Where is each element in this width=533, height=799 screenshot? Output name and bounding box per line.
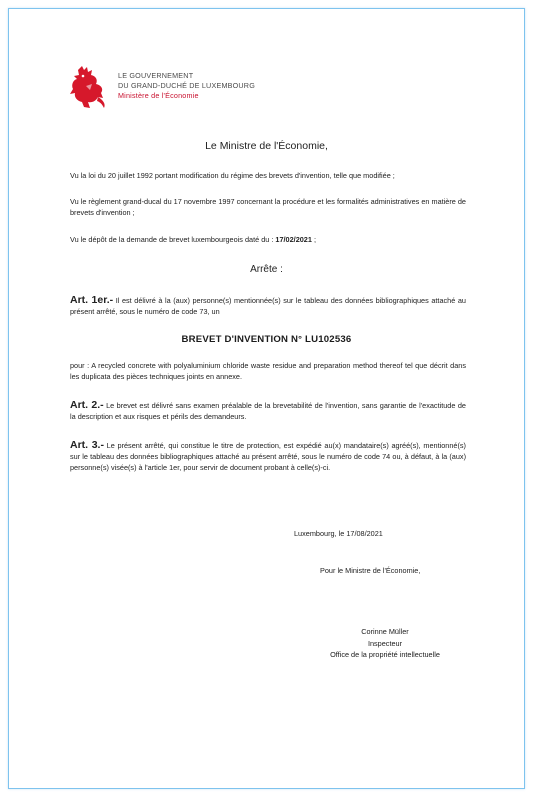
article-2-text: Le brevet est délivré sans examen préalable de la brevetabilité de l'invention, sans garantie de l'exactitude de la description et aux risques et périls des demandeurs.: [70, 401, 466, 421]
article-3: [70, 440, 466, 473]
article-2: [70, 400, 466, 422]
government-logo: [68, 64, 298, 112]
article-3-text: Le présent arrêté, qui constitue le titre de protection, est expédié au(x) mandataire(s) agréé(s), mentionné(s) sur le tableau des données bibliographiques attaché au présent arrêté, sous le numéro de code 74 ou, à défaut, à la (aux) personne(s) visée(s) à l'article 1er, pour servir de document probant à celle(s)-ci.: [70, 441, 466, 472]
vu-3-text: Vu le dépôt de la demande de brevet luxembourgeois daté du :: [70, 235, 274, 244]
filing-date: 17/02/2021: [275, 235, 312, 244]
vu-paragraph-2: Vu le règlement grand-ducal du 17 novembre 1997 concernant la procédure et les formalités administratives en matière de brevets d'invention ;: [70, 197, 466, 217]
place-date: Luxembourg, le 17/08/2021: [294, 529, 383, 538]
vu-paragraph-1: Vu la loi du 20 juillet 1992 portant modification du régime des brevets d'invention, telle que modifiée ;: [70, 171, 395, 180]
arrete-heading: Arrête :: [250, 264, 283, 275]
signatory-office: Office de la propriété intellectuelle: [330, 650, 440, 659]
article-3-label: Art. 3.-: [70, 439, 104, 451]
vu-paragraph-3: [70, 234, 466, 245]
org-line-2: DU GRAND-DUCHÉ DE LUXEMBOURG: [118, 81, 255, 90]
article-1-label: Art. 1er.-: [70, 294, 114, 306]
signatory-role: Inspecteur: [367, 638, 403, 648]
document-title: Le Ministre de l'Économie,: [205, 140, 328, 152]
signature-block: [290, 626, 480, 661]
article-2-label: Art. 2.-: [70, 399, 104, 411]
pour-le-ministre: Pour le Ministre de l'Économie,: [320, 566, 421, 575]
article-1: [70, 295, 466, 317]
ministry-name: Ministère de l'Économie: [118, 91, 199, 100]
red-lion-icon: [68, 64, 108, 110]
government-name: [118, 71, 255, 101]
article-1-text: Il est délivré à la (aux) personne(s) mentionnée(s) sur le tableau des données bibliographiques attaché au présent arrêté, sous le numéro de code 73, un: [70, 296, 466, 316]
vu-3-suffix: ;: [311, 235, 316, 244]
invention-description: pour : A recycled concrete with polyaluminium chloride waste residue and preparation method thereof tel que décrit dans les duplicata des pièces techniques joints en annexe.: [70, 361, 466, 381]
org-line-1: LE GOUVERNEMENT: [118, 71, 194, 80]
signatory-name: Corinne Müller: [361, 627, 409, 636]
brevet-title: BREVET D'INVENTION N° LU102536: [181, 334, 352, 345]
